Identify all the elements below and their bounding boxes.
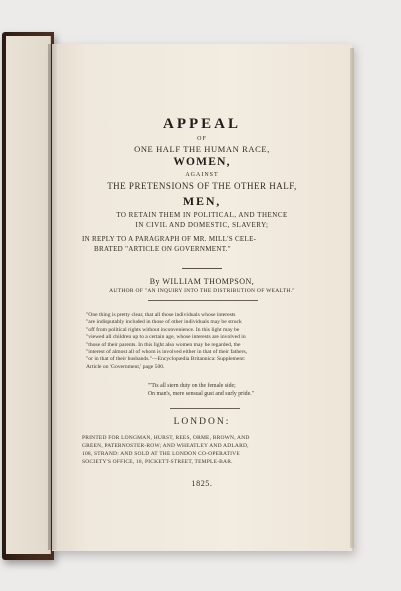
title-women: WOMEN, [173,156,231,168]
title-men: MEN, [182,194,222,208]
title-half-race: ONE HALF THE HUMAN RACE, [134,144,270,154]
subtitle-line-1: TO RETAIN THEM IN POLITICAL, AND THENCE [116,211,288,219]
quote-line: "interest of almost all of whom is involved either in that of their fathers, [86,349,248,356]
divider-rule [170,408,240,409]
imprint-line: 108, STRAND: AND SOLD AT THE LONDON CO-OPERATIVE [82,451,240,457]
imprint-line: SOCIETY'S OFFICE, 18, PICKETT-STREET, TEMPLE-BAR. [82,459,233,465]
divider-rule [148,300,258,301]
spine-shadow [48,44,58,550]
imprint-details [82,434,324,466]
author-line: By WILLIAM THOMPSON, [149,277,255,286]
reply-line-2: BRATED "ARTICLE ON GOVERNMENT." [94,245,231,253]
quote-line: "or in that of their husbands."—Encyclopædia Britannica: Supplement: [86,356,246,363]
flyleaf [6,36,51,554]
quote-line: "off from political rights without inconvenience. In this light may be [86,326,240,333]
title-of: OF [197,136,207,142]
imprint-city: LONDON: [173,417,231,427]
epigraph-quote [86,312,318,371]
quote-line: "are indisputably included in those of other individuals may be struck [86,319,242,326]
epigraph-verse [148,382,298,398]
title-page [52,44,352,551]
quote-line: "those of their parents. In this light also women may be regarded, the [86,341,241,348]
verse-line: "'Tis all stern duty on the female side; [148,383,236,389]
quote-line: "One thing is pretty clear, that all those individuals whose interests [86,312,236,318]
subtitle-line-2: IN CIVIL AND DOMESTIC, SLAVERY; [135,221,269,229]
page-edge [350,48,354,548]
verse-line: On man's, mere sensual gust and surly pride." [148,391,254,397]
reply-line-1: IN REPLY TO A PARAGRAPH OF MR. MILL'S CELE- [82,235,257,243]
author-note: AUTHOR OF "AN INQUIRY INTO THE DISTRIBUTION OF WEALTH." [109,288,295,294]
title-against: AGAINST [185,172,219,178]
book-title: APPEAL [163,116,241,132]
quote-line: Article on 'Government,' page 500. [86,363,165,370]
imprint-line: PRINTED FOR LONGMAN, HURST, REES, ORME, BROWN, AND [82,435,250,441]
imprint-year: 1825. [191,479,213,488]
title-pretensions: THE PRETENSIONS OF THE OTHER HALF, [107,181,297,191]
divider-rule [182,268,222,269]
quote-line: "viewed all children up to a certain age, whose interests are involved in [86,334,246,341]
imprint-line: GREEN, PATERNOSTER-ROW; AND WHEATLEY AND ADLARD, [82,443,249,449]
